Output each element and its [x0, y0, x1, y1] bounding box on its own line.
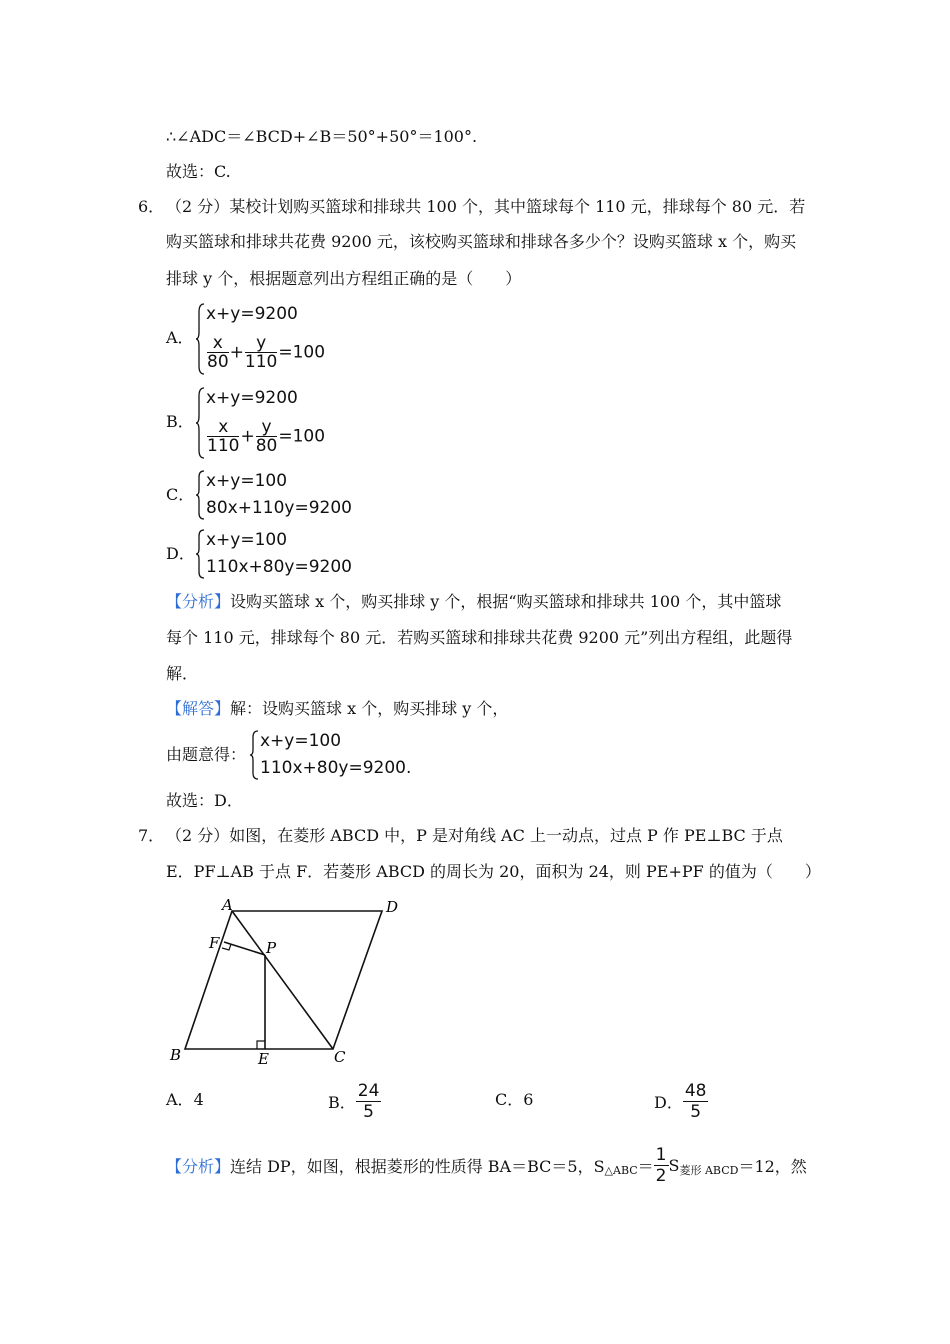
frac-den: 5 [363, 1102, 374, 1122]
frac-num: y [256, 418, 278, 437]
right-angle-mark-f [222, 944, 231, 950]
q6-solution-eq2: 110x+80y=9200 [260, 758, 406, 778]
rhs: =100 [278, 342, 326, 363]
q7-option-c-value: 6 [523, 1090, 534, 1109]
q6-solution-dot: . [405, 758, 412, 778]
brace-icon [250, 729, 260, 781]
q6-analysis-line3: 解． [166, 664, 199, 683]
q7-number: 7． [138, 826, 165, 845]
q6-analysis-line1: 设购买篮球 x 个，购买排球 y 个，根据“购买篮球和排球共 100 个，其中篮球 [230, 592, 782, 611]
frac-den: 5 [690, 1102, 702, 1122]
label-c: C [334, 1048, 346, 1066]
analysis-tag: 【分析】 [166, 1157, 231, 1176]
q6-option-b-label: B． [166, 412, 194, 431]
q6-stem-line3: 排球 y 个，根据题意列出方程组正确的是（ ） [166, 269, 522, 288]
q7-option-b-label: B． [328, 1093, 356, 1112]
frac-den: 110 [207, 436, 240, 456]
diagonal-ac [232, 911, 333, 1049]
prev-answer: 故选：C. [166, 162, 231, 181]
analysis-tag: 【分析】 [166, 592, 231, 611]
plus-sign: + [240, 426, 255, 447]
q7-option-a-value: 4 [193, 1090, 204, 1109]
q7-analysis-text3: ＝12，然 [738, 1157, 807, 1176]
solution-tag: 【解答】 [166, 699, 231, 718]
q7-option-c-label: C． [495, 1090, 524, 1109]
q7-option-d-label: D． [654, 1093, 683, 1112]
frac-num: y [245, 334, 277, 353]
q6-analysis-line2: 每个 110 元，排球每个 80 元．若购买篮球和排球共花费 9200 元”列出方程组，此题得 [166, 628, 793, 647]
q7-analysis-text2: S [668, 1156, 680, 1175]
q6-option-b-system [196, 386, 336, 460]
label-d: D [386, 898, 399, 916]
q7-stem-line1: （2 分）如图，在菱形 ABCD 中，P 是对角线 AC 上一动点，过点 P 作 PE⊥BC 于点 [166, 826, 783, 845]
q6-solution-lead: 由题意得： [166, 745, 247, 764]
brace-icon [196, 302, 206, 376]
q6-option-d-system [196, 528, 356, 580]
q6-option-c-eq1: x+y=100 [206, 471, 288, 491]
q7-option-a-label: A． [166, 1090, 194, 1109]
q6-option-b-eq1: x+y=9200 [206, 388, 298, 408]
label-a: A [222, 896, 233, 914]
q6-stem-line1: （2 分）某校计划购买篮球和排球共 100 个，其中篮球每个 110 元，排球每个 80 元．若 [166, 197, 806, 216]
frac-den: 2 [655, 1166, 667, 1186]
q6-number: 6． [138, 197, 165, 216]
q6-solution-system [250, 729, 410, 781]
frac-num: 48 [684, 1081, 707, 1101]
label-b: B [170, 1046, 182, 1064]
frac-den: 80 [255, 436, 278, 456]
q7-analysis-eq: ＝ [637, 1157, 654, 1176]
q7-analysis-text1: 连结 DP，如图，根据菱形的性质得 BA＝BC＝5，S [230, 1157, 605, 1176]
q6-option-a-label: A． [166, 328, 194, 347]
right-angle-mark-e [257, 1041, 265, 1049]
label-f: F [209, 934, 220, 952]
q6-option-a-eq1: x+y=9200 [206, 304, 298, 324]
q6-solution-eq1: x+y=100 [260, 731, 342, 751]
frac-den: 80 [207, 352, 229, 372]
q6-option-c-label: C． [166, 485, 195, 504]
prev-conclusion: ∴∠ADC＝∠BCD+∠B＝50°+50°＝100°. [166, 127, 478, 146]
q6-option-a-system [196, 302, 336, 376]
q6-option-c-system [196, 469, 356, 521]
brace-icon [196, 528, 206, 580]
rhombus-figure [160, 890, 420, 1075]
rhombus-abcd [185, 911, 382, 1049]
rhs: =100 [278, 426, 326, 447]
q6-option-d-eq2: 110x+80y=9200 [206, 557, 352, 577]
frac-num: 24 [357, 1081, 380, 1101]
brace-icon [196, 469, 206, 521]
q6-option-c-eq2: 80x+110y=9200 [206, 498, 352, 518]
q6-option-d-label: D． [166, 544, 195, 563]
brace-icon [196, 386, 206, 460]
q6-solution-line1: 解：设购买篮球 x 个，购买排球 y 个， [230, 699, 509, 718]
q6-option-d-eq1: x+y=100 [206, 530, 288, 550]
label-p: P [266, 939, 277, 957]
q7-stem-line2: E．PF⊥AB 于点 F．若菱形 ABCD 的周长为 20，面积为 24，则 PE+PF 的值为（ ） [166, 862, 821, 881]
q6-stem-line2: 购买篮球和排球共花费 9200 元，该校购买篮球和排球各多少个？设购买篮球 x 个，购买 [166, 232, 797, 251]
plus-sign: + [229, 342, 244, 363]
label-e: E [258, 1050, 269, 1068]
frac-num: 1 [655, 1145, 667, 1165]
frac-num: x [207, 334, 229, 353]
q7-analysis-sub2: 菱形 ABCD [679, 1164, 739, 1178]
frac-num: x [207, 418, 239, 437]
q7-analysis-sub1: △ABC [604, 1164, 638, 1178]
frac-den: 110 [244, 352, 278, 372]
q6-answer: 故选：D． [166, 791, 243, 810]
